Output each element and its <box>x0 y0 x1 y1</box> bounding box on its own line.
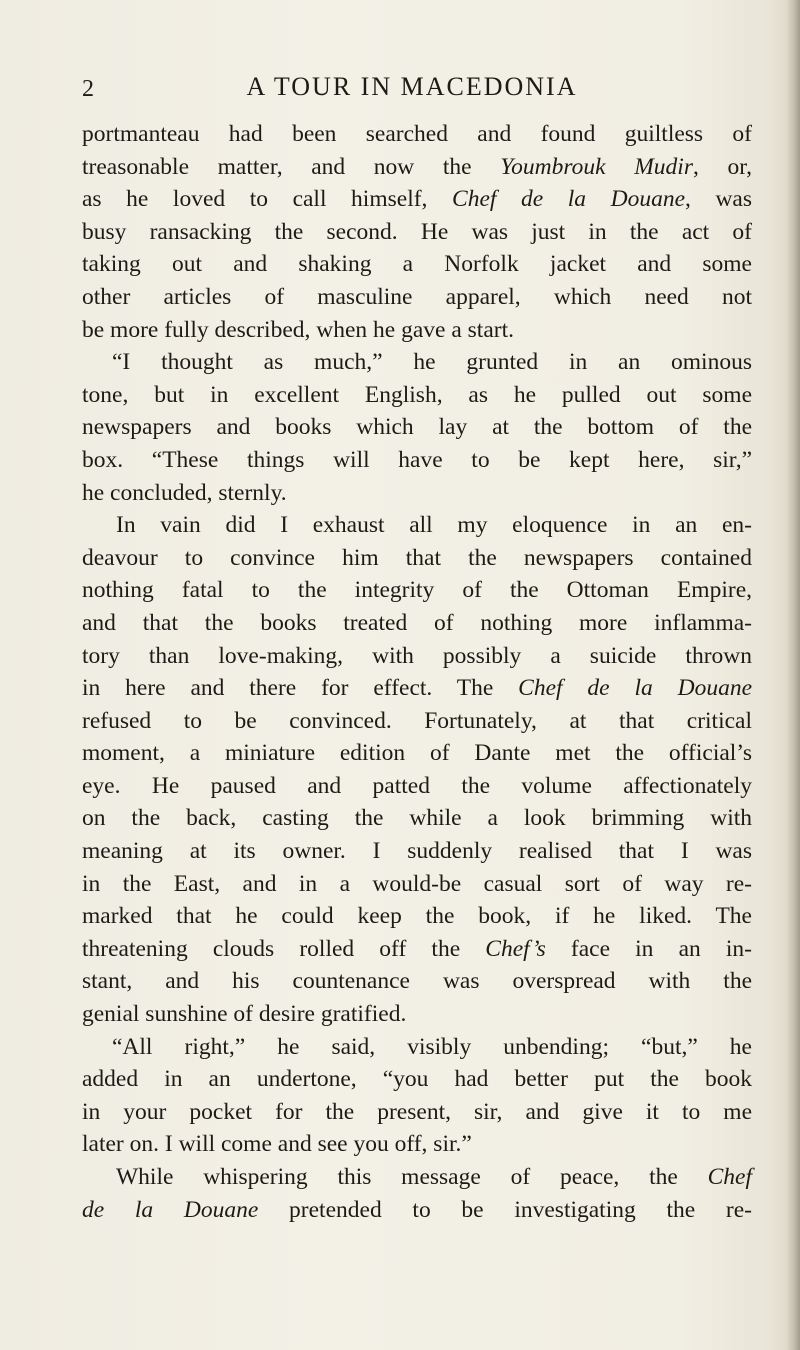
text-line: be more fully described, when he gave a start. <box>82 316 514 343</box>
text-line: portmanteau had been searched and found guiltless of <box>82 121 752 147</box>
text-line: tory than love-making, with possibly a suicide thrown <box>82 642 752 669</box>
text-line: marked that he could keep the book, if he liked. The <box>82 903 752 930</box>
text-line: In vain did I exhaust all my eloquence in an en- <box>116 512 752 539</box>
page-edge-shadow <box>786 0 800 1350</box>
text-line: other articles of masculine apparel, which need not <box>82 283 752 310</box>
text-line: as he loved to call himself, Chef de la Douane, was <box>82 186 753 213</box>
page-header <box>82 72 742 112</box>
text-line: moment, a miniature edition of Dante met the official’s <box>82 740 752 767</box>
text-line: and that the books treated of nothing more inflamma- <box>82 609 752 636</box>
text-line: refused to be convinced. Fortunately, at that critical <box>82 707 752 734</box>
page-number: 2 <box>82 76 94 102</box>
text-line: busy ransacking the second. He was just in the act of <box>82 218 752 245</box>
body-text <box>82 118 752 1226</box>
text-line: box. “These things will have to be kept here, sir,” <box>82 446 752 473</box>
text-line: stant, and his countenance was overspread with the <box>82 968 752 995</box>
text-line: nothing fatal to the integrity of the Ottoman Empire, <box>82 577 752 604</box>
text-line: added in an undertone, “you had better put the book <box>82 1066 752 1093</box>
text-line: While whispering this message of peace, the Chef <box>116 1164 752 1190</box>
text-line: later on. I will come and see you off, sir.” <box>82 1131 472 1158</box>
text-line: newspapers and books which lay at the bottom of the <box>82 414 752 441</box>
text-line: genial sunshine of desire gratified. <box>82 1001 407 1028</box>
text-line: treasonable matter, and now the Youmbrouk Mudir, or, <box>82 153 753 180</box>
text-line: taking out and shaking a Norfolk jacket and some <box>82 251 752 278</box>
text-line: “All right,” he said, visibly unbending; “but,” he <box>112 1033 752 1060</box>
text-line: in the East, and in a would-be casual sort of way re- <box>82 870 752 897</box>
text-line: he concluded, sternly. <box>82 479 287 506</box>
text-line: eye. He paused and patted the volume affectionately <box>82 772 752 799</box>
text-line: tone, but in excellent English, as he pulled out some <box>82 381 752 408</box>
text-line: “I thought as much,” he grunted in an ominous <box>112 349 752 376</box>
text-line: threatening clouds rolled off the Chef’s face in an in- <box>82 935 752 962</box>
text-line: in here and there for effect. The Chef de la Douane <box>82 675 752 702</box>
text-line: meaning at its owner. I suddenly realised that I was <box>82 838 752 865</box>
text-line: in your pocket for the present, sir, and give it to me <box>82 1098 752 1125</box>
running-head: A TOUR IN MACEDONIA <box>246 72 578 101</box>
text-line: deavour to convince him that the newspapers contained <box>82 544 752 571</box>
text-line: on the back, casting the while a look brimming with <box>82 805 752 832</box>
text-line: de la Douane pretended to be investigating the re- <box>82 1196 752 1223</box>
